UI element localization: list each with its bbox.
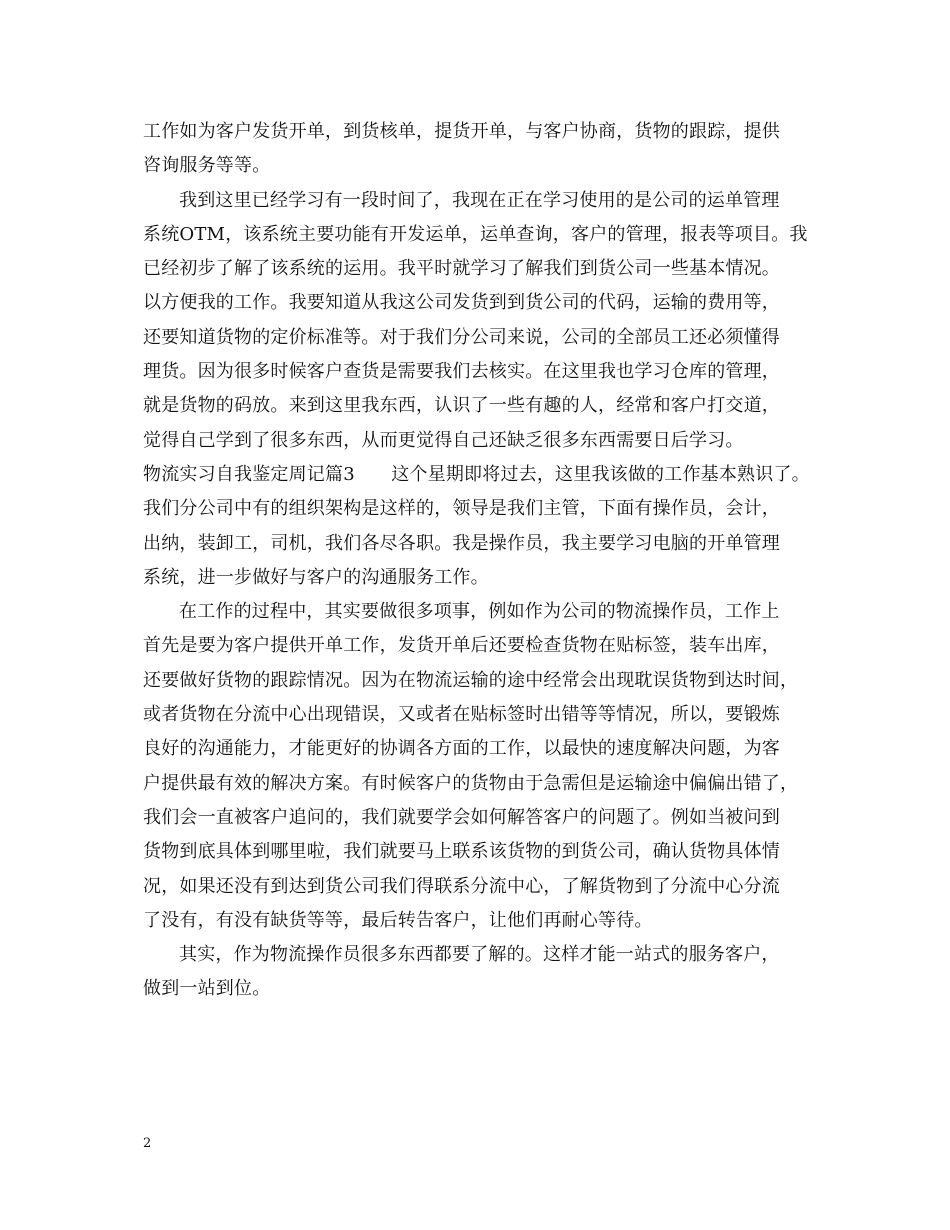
text-line: 已经初步了解了该系统的运用。我平时就学习了解我们到货公司一些基本情况。: [143, 258, 780, 280]
text-line: 咨询服务等等。: [143, 155, 271, 177]
text-line: 物流实习自我鉴定周记篇3 这个星期即将过去，这里我该做的工作基本熟识了。: [143, 463, 810, 485]
text-line: 工作如为客户发货开单，到货核单，提货开单，与客户协商，货物的跟踪，提供: [143, 121, 780, 142]
text-line: 我到这里已经学习有一段时间了，我现在正在学习使用的是公司的运单管理: [179, 189, 780, 211]
text-line: 货物到底具体到哪里啦，我们就要马上联系该货物的到货公司，确认货物具体情: [143, 841, 780, 863]
text-line: 觉得自己学到了很多东西，从而更觉得自己还缺乏很多东西需要日后学习。: [143, 429, 744, 451]
text-line: 我们分公司中有的组织架构是这样的，领导是我们主管，下面有操作员，会计，: [143, 498, 780, 520]
text-line: 我们会一直被客户追问的，我们就要学会如何解答客户的问题了。例如当被问到: [143, 806, 780, 828]
text-line: 良好的沟通能力，才能更好的协调各方面的工作，以最快的速度解决问题，为客: [143, 738, 780, 760]
text-line: 系统，进一步做好与客户的沟通服务工作。: [143, 566, 489, 588]
text-line: 做到一站到位。: [143, 978, 271, 1000]
text-line: 理货。因为很多时候客户查货是需要我们去核实。在这里我也学习仓库的管理，: [143, 361, 780, 383]
text-line: 就是货物的码放。来到这里我东西，认识了一些有趣的人，经常和客户打交道，: [143, 395, 780, 417]
body-text: [143, 115, 833, 1007]
text-line: 出纳，装卸工，司机，我们各尽各职。我是操作员，我主要学习电脑的开单管理: [143, 532, 780, 554]
text-line: 还要知道货物的定价标准等。对于我们分公司来说，公司的全部员工还必须懂得: [143, 326, 780, 348]
page-number: 2: [143, 1136, 152, 1151]
text-line: 其实，作为物流操作员很多东西都要了解的。这样才能一站式的服务客户，: [179, 944, 780, 966]
text-line: 以方便我的工作。我要知道从我这公司发货到到货公司的代码，运输的费用等，: [143, 292, 780, 314]
text-line: 首先是要为客户提供开单工作，发货开单后还要检查货物在贴标签，装车出库，: [143, 635, 780, 657]
text-line: 在工作的过程中，其实要做很多项事，例如作为公司的物流操作员，工作上: [179, 601, 780, 623]
text-line: 系统OTM，该系统主要功能有开发运单，运单查询，客户的管理，报表等项目。我: [143, 223, 808, 245]
text-line: 况，如果还没有到达到货公司我们得联系分流中心，了解货物到了分流中心分流: [143, 875, 780, 897]
text-line: 了没有，有没有缺货等等，最后转告客户，让他们再耐心等待。: [143, 909, 653, 931]
text-line: 还要做好货物的跟踪情况。因为在物流运输的途中经常会出现耽误货物到达时间，: [143, 669, 799, 691]
text-line: 或者货物在分流中心出现错误，又或者在贴标签时出错等等情况，所以，要锻炼: [143, 704, 780, 726]
text-line: 户提供最有效的解决方案。有时候客户的货物由于急需但是运输途中偏偏出错了，: [143, 772, 799, 794]
